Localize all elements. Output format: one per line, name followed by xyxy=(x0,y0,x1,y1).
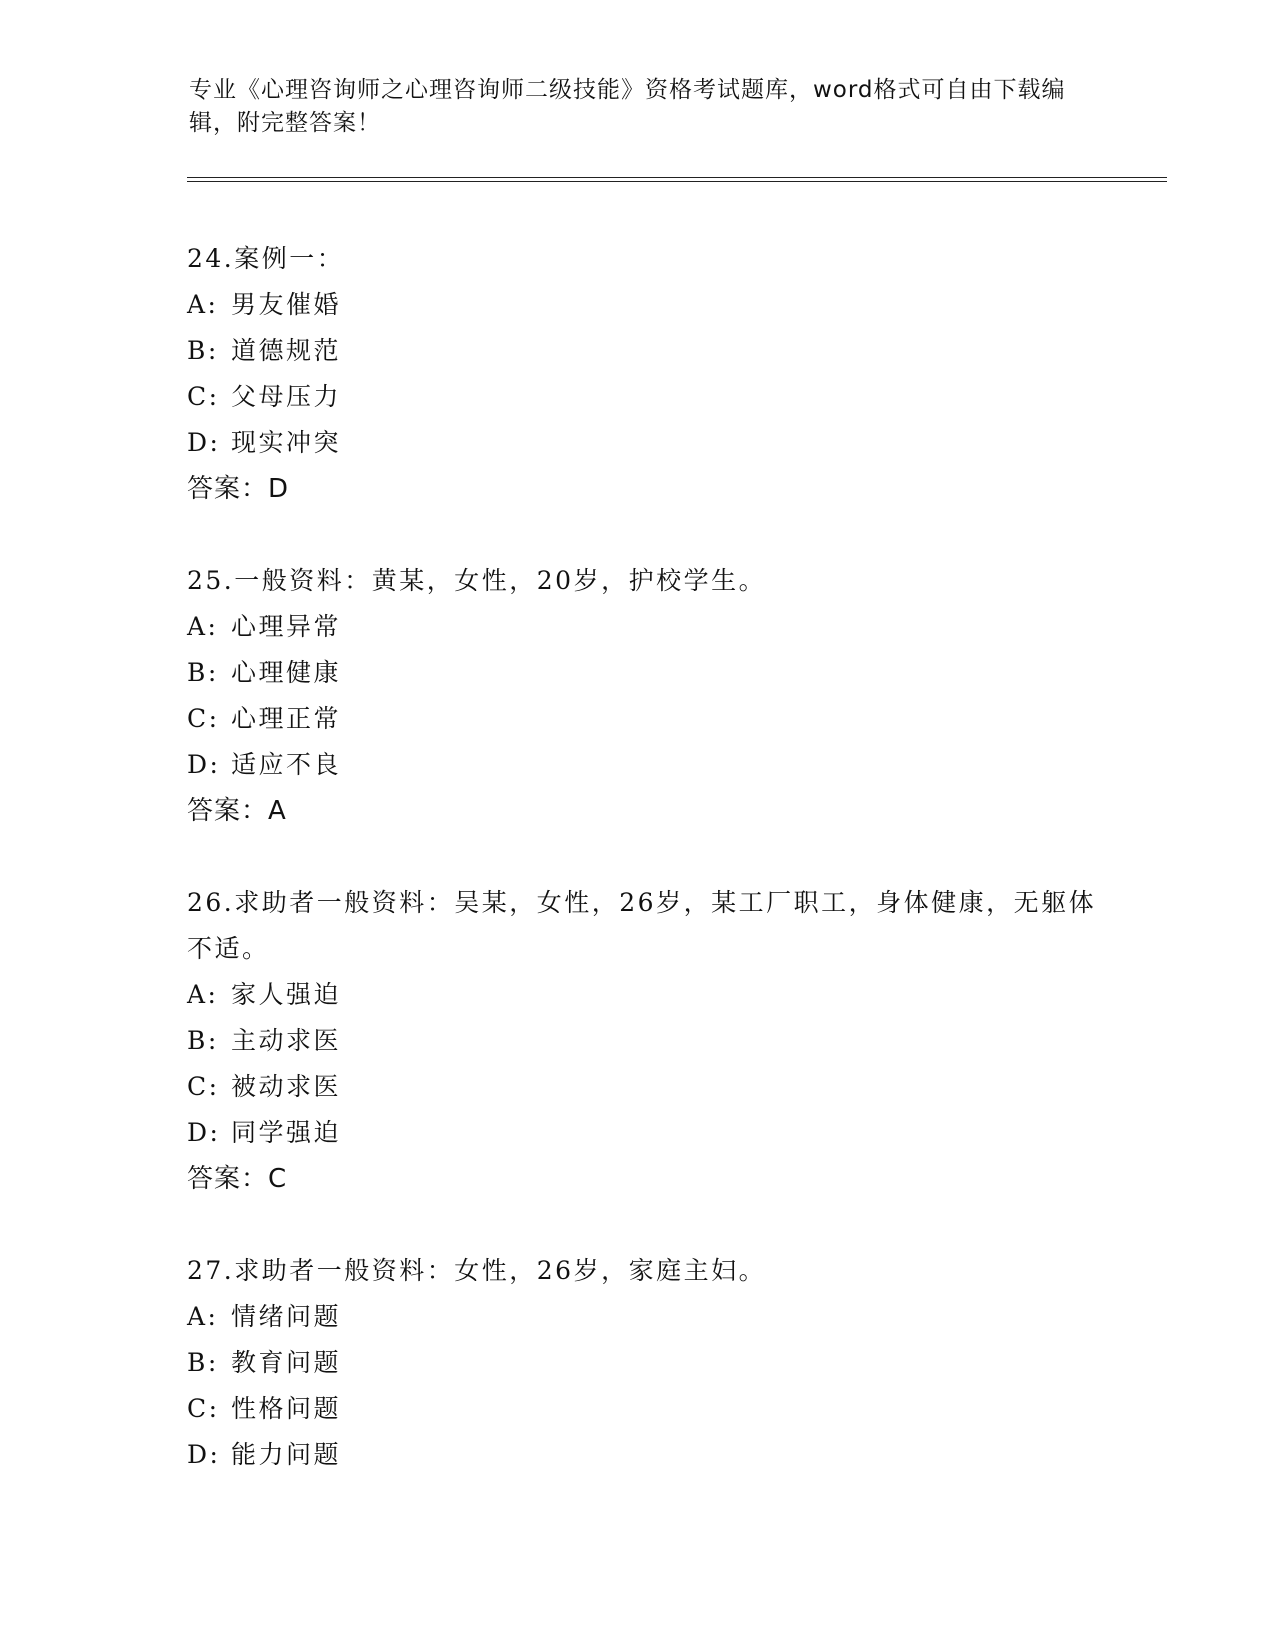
question-list xyxy=(187,236,1107,1524)
option-text: 现实冲突 xyxy=(231,428,342,457)
option-text: 心理异常 xyxy=(231,612,342,641)
option-text: 主动求医 xyxy=(231,1026,342,1055)
option-b xyxy=(187,1018,1107,1064)
question-26 xyxy=(187,880,1107,1202)
option-letter: D: xyxy=(187,1118,221,1147)
document-header: 专业《心理咨询师之心理咨询师二级技能》资格考试题库，word格式可自由下载编辑，附完整答案！ xyxy=(189,77,1066,136)
option-letter: D: xyxy=(187,1440,221,1469)
option-text: 道德规范 xyxy=(231,336,342,365)
question-24 xyxy=(187,236,1107,512)
option-a xyxy=(187,282,1107,328)
answer-line: 答案：A xyxy=(187,796,287,826)
option-d xyxy=(187,1432,1107,1478)
question-27 xyxy=(187,1248,1107,1478)
option-letter: C: xyxy=(187,704,220,733)
option-c xyxy=(187,374,1107,420)
option-letter: C: xyxy=(187,1072,220,1101)
option-d xyxy=(187,1110,1107,1156)
option-letter: A: xyxy=(187,612,219,641)
question-stem: 24.案例一： xyxy=(187,244,345,273)
option-text: 心理正常 xyxy=(231,704,342,733)
option-letter: D: xyxy=(187,428,221,457)
option-text: 性格问题 xyxy=(231,1394,342,1423)
option-c xyxy=(187,1386,1107,1432)
option-letter: A: xyxy=(187,1302,219,1331)
option-text: 教育问题 xyxy=(231,1348,342,1377)
option-a xyxy=(187,1294,1107,1340)
option-text: 同学强迫 xyxy=(231,1118,342,1147)
option-d xyxy=(187,742,1107,788)
option-text: 适应不良 xyxy=(231,750,342,779)
option-d xyxy=(187,420,1107,466)
option-letter: B: xyxy=(187,336,219,365)
header-divider-bottom xyxy=(187,181,1167,182)
answer-line: 答案：C xyxy=(187,1164,288,1194)
option-text: 情绪问题 xyxy=(231,1302,342,1331)
option-text: 家人强迫 xyxy=(231,980,342,1009)
option-letter: A: xyxy=(187,290,219,319)
question-stem: 27.求助者一般资料：女性，26岁，家庭主妇。 xyxy=(187,1256,767,1285)
option-c xyxy=(187,696,1107,742)
option-letter: D: xyxy=(187,750,221,779)
answer-line: 答案：D xyxy=(187,474,290,504)
option-letter: A: xyxy=(187,980,219,1009)
question-stem: 26.求助者一般资料：吴某，女性，26岁，某工厂职工，身体健康，无躯体不适。 xyxy=(187,888,1097,963)
option-b xyxy=(187,650,1107,696)
option-text: 被动求医 xyxy=(231,1072,342,1101)
option-letter: B: xyxy=(187,1348,219,1377)
question-stem: 25.一般资料：黄某，女性，20岁，护校学生。 xyxy=(187,566,767,595)
option-letter: C: xyxy=(187,382,220,411)
header-divider-top xyxy=(187,177,1167,178)
option-text: 父母压力 xyxy=(231,382,342,411)
option-text: 能力问题 xyxy=(231,1440,342,1469)
question-25 xyxy=(187,558,1107,834)
option-a xyxy=(187,972,1107,1018)
option-c xyxy=(187,1064,1107,1110)
option-b xyxy=(187,1340,1107,1386)
option-text: 男友催婚 xyxy=(231,290,342,319)
option-b xyxy=(187,328,1107,374)
option-letter: B: xyxy=(187,658,219,687)
option-a xyxy=(187,604,1107,650)
option-text: 心理健康 xyxy=(231,658,342,687)
option-letter: B: xyxy=(187,1026,219,1055)
option-letter: C: xyxy=(187,1394,220,1423)
